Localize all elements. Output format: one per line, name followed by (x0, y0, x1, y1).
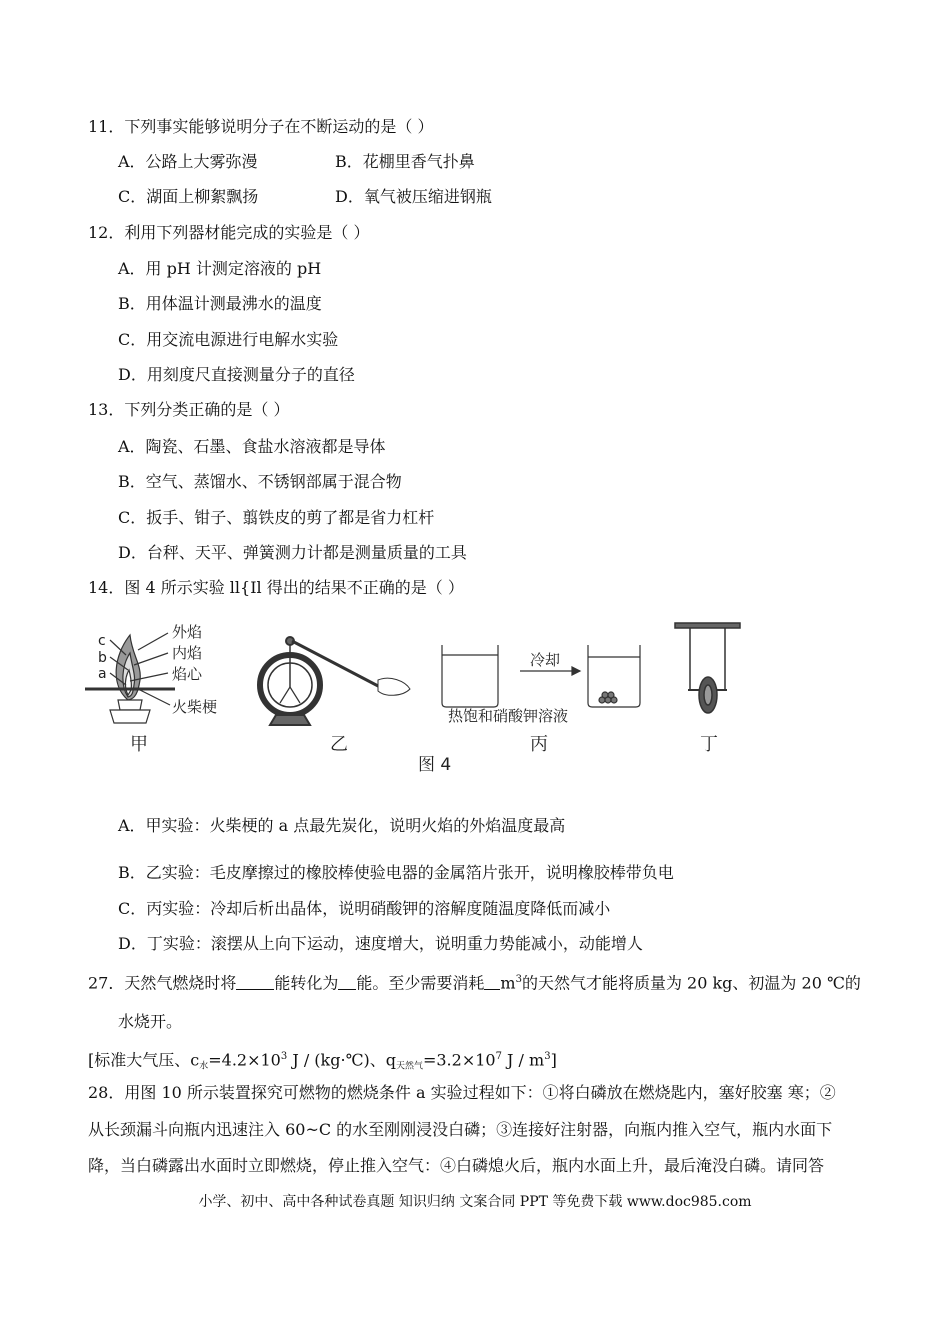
jia-label-a: a (98, 666, 107, 682)
q27-blank-2 (338, 975, 356, 990)
figure-4-caption: 图 4 (418, 755, 452, 775)
q28-line3: 降，当白磷露出水面时立即燃烧，停止推入空气：④白磷熄火后，瓶内水面上升，最后淹没白磷。请同答 (88, 1156, 825, 1175)
q11-option-d: D．氧气被压缩进钢瓶 (335, 187, 492, 206)
q13-option-d: D．台秤、天平、弹簧测力计都是测量质量的工具 (118, 543, 467, 562)
q27-part5: 的天然气才能将质量为 20 kg、初温为 20 ℃的 (521, 973, 861, 993)
q12-option-d: D．用刻度尺直接测量分子的直径 (118, 365, 355, 384)
q27-part4-sup: 3 (515, 974, 522, 985)
q13-option-a: A．陶瓷、石墨、食盐水溶液都是导体 (118, 437, 386, 456)
q11-stem: 11．下列事实能够说明分子在不断运动的是（ ） (88, 117, 434, 136)
q14-stem: 14．图 4 所示实验 ll{Il 得出的结果不正确的是（ ） (88, 578, 464, 597)
bing-caption: 丙 (530, 734, 548, 755)
q27-line1 (88, 970, 861, 993)
q12-option-b: B．用体温计测最沸水的温度 (118, 294, 322, 313)
q11-option-c: C．湖面上柳絮飘扬 (118, 187, 259, 206)
jia-label-matchstick: 火柴梗 (172, 698, 218, 716)
ding-caption: 丁 (700, 734, 718, 755)
q14-option-a: A．甲实验：火柴梗的 a 点最先炭化，说明火焰的外焰温度最高 (118, 816, 566, 835)
q27-blank-3 (484, 975, 500, 990)
q13-option-b: B．空气、蒸馏水、不锈钢部属于混合物 (118, 472, 402, 491)
q27-part1: 27．天然气燃烧时将 (88, 973, 237, 993)
figure-ding (675, 623, 740, 713)
q12-stem: 12．利用下列器材能完成的实验是（ ） (88, 223, 370, 242)
q27-part4: m (500, 973, 516, 993)
yi-caption: 乙 (330, 734, 348, 755)
q12-option-c: C．用交流电源进行电解水实验 (118, 330, 339, 349)
q28-line2: 从长颈漏斗向瓶内迅速注入 60~C 的水至刚刚浸没白磷；③连接好注射器，向瓶内推入空气，瓶内水面下 (88, 1120, 833, 1139)
q27-q-sup: 7 (495, 1051, 502, 1062)
q27-line2: 水烧开。 (118, 1012, 183, 1031)
bing-arrow-label: 冷却 (530, 651, 561, 669)
q13-stem: 13．下列分类正确的是（ ） (88, 400, 290, 419)
q27-q-sub: 天然气 (395, 1061, 423, 1072)
q14-option-d: D．丁实验：滚摆从上向下运动，速度增大，说明重力势能减小，动能增人 (118, 934, 643, 953)
jia-label-b: b (98, 650, 107, 666)
jia-label-flame-core: 焰心 (172, 665, 203, 683)
jia-label-c: c (98, 633, 106, 649)
jia-label-outer-flame: 外焰 (172, 623, 203, 641)
q11-option-a: A．公路上大雾弥漫 (118, 152, 258, 171)
q27-part3: 能。至少需要消耗 (356, 973, 485, 993)
q27-m-sup: 3 (544, 1051, 551, 1062)
q27-const-c: J / (kg·℃)、q (287, 1050, 396, 1070)
q13-option-c: C．扳手、钳子、翦铁皮的剪了都是省力杠杆 (118, 508, 435, 527)
q28-line1: 28．用图 10 所示装置探究可燃物的燃烧条件 a 实验过程如下：①将白磷放在燃烧匙内，塞好胶塞 寒；② (88, 1083, 836, 1102)
q27-const-qa: =3.2×10 (422, 1050, 496, 1070)
jia-caption: 甲 (130, 734, 148, 755)
q27-part2: 能转化为 (274, 973, 339, 993)
q14-option-b: B．乙实验：毛皮摩擦过的橡胶棒使验电器的金属箔片张开，说明橡胶棒带负电 (118, 863, 674, 882)
page-footer: 小学、初中、高中各种试卷真题 知识归纳 文案合同 PPT 等免费下载 www.doc985.com (198, 1194, 752, 1210)
q27-constants (88, 1047, 557, 1076)
figure-yi (260, 637, 410, 725)
q12-option-a: A．用 pH 计测定溶液的 pH (118, 259, 322, 278)
q27-c-sup: 3 (280, 1051, 288, 1062)
q27-const-qb: J / m (501, 1050, 545, 1070)
q27-blank-1 (236, 975, 274, 990)
q27-const-end: ] (550, 1050, 557, 1070)
q11-option-b: B．花棚里香气扑鼻 (335, 152, 475, 171)
bing-solution-label: 热饱和硝酸钾溶液 (448, 707, 569, 725)
figure-4 (80, 615, 760, 785)
q27-const-a: [标准大气压、c (88, 1050, 200, 1070)
q14-option-c: C．丙实验：冷却后析出晶体，说明硝酸钾的溶解度随温度降低而减小 (118, 899, 611, 918)
jia-label-inner-flame: 内焰 (172, 644, 203, 662)
q27-const-b: =4.2×10 (208, 1050, 281, 1070)
q27-c-sub: 水 (199, 1061, 209, 1072)
